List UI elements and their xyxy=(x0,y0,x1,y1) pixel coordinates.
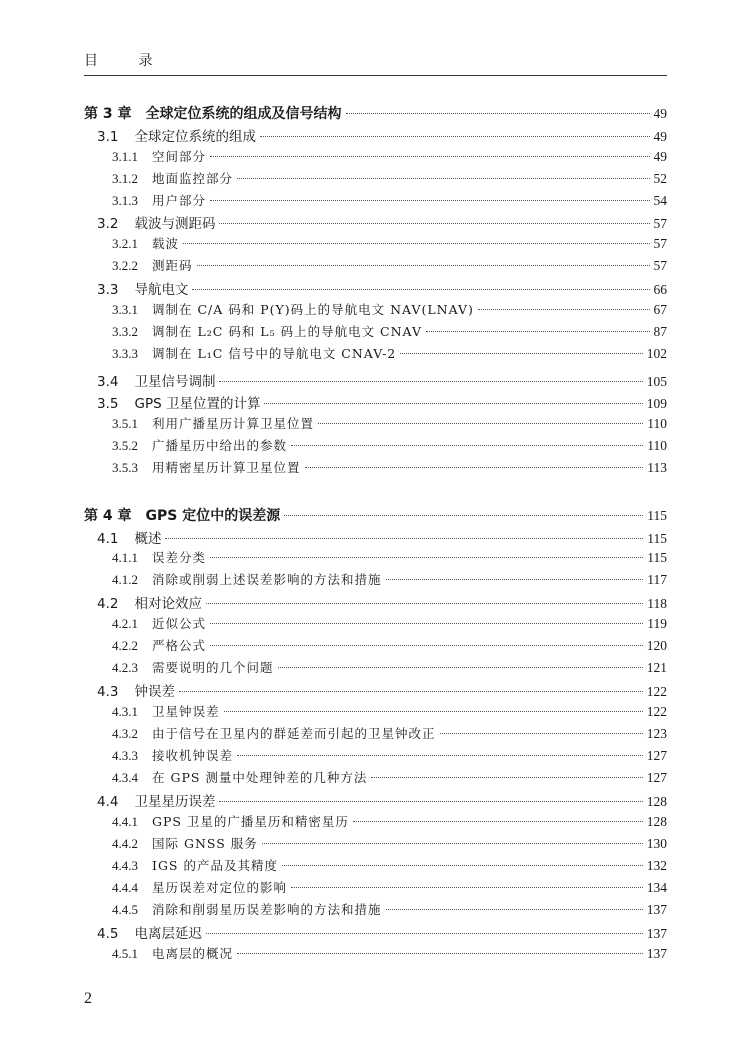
toc-subsection-entry[interactable] xyxy=(112,191,667,211)
entry-number: 4.3.1 xyxy=(112,704,138,719)
dot-leader xyxy=(291,445,643,446)
entry-number: 3.1.1 xyxy=(112,149,138,164)
entry-title: 导航电文 xyxy=(134,282,189,298)
dot-leader xyxy=(210,200,649,201)
dot-leader xyxy=(210,645,643,646)
entry-page-number: 57 xyxy=(653,258,667,273)
entry-page-number: 49 xyxy=(653,129,667,144)
dot-leader xyxy=(282,865,643,866)
entry-number: 3.4 xyxy=(97,374,119,390)
toc-subsection-entry[interactable] xyxy=(112,702,667,722)
toc-section-entry[interactable] xyxy=(97,278,667,298)
entry-number: 第 4 章 xyxy=(84,508,132,524)
entry-page-number: 118 xyxy=(647,596,667,611)
entry-number: 4.4.2 xyxy=(112,836,138,851)
dot-leader xyxy=(291,887,643,888)
entry-page-number: 128 xyxy=(646,814,667,829)
entry-page-number: 110 xyxy=(647,438,667,453)
entry-page-number: 54 xyxy=(653,193,667,208)
dot-leader xyxy=(237,953,643,954)
dot-leader xyxy=(219,801,642,802)
entry-page-number: 115 xyxy=(647,550,667,565)
entry-number: 4.2.1 xyxy=(112,616,138,631)
toc-section-entry[interactable] xyxy=(97,592,667,612)
toc-subsection-entry[interactable] xyxy=(112,256,667,276)
entry-page-number: 105 xyxy=(646,374,667,389)
dot-leader xyxy=(440,733,643,734)
entry-page-number: 113 xyxy=(647,460,667,475)
entry-number: 4.2.2 xyxy=(112,638,138,653)
entry-title: 用精密星历计算卫星位置 xyxy=(152,460,301,475)
entry-page-number: 67 xyxy=(653,302,667,317)
toc-subsection-entry[interactable] xyxy=(112,812,667,832)
toc-subsection-entry[interactable] xyxy=(112,300,667,320)
entry-title: 消除或削弱上述误差影响的方法和措施 xyxy=(152,572,382,587)
entry-title: 国际 GNSS 服务 xyxy=(152,836,258,851)
entry-number: 4.5 xyxy=(97,926,119,942)
entry-title: 载波与测距码 xyxy=(134,216,216,232)
toc-section-entry[interactable] xyxy=(97,392,667,412)
dot-leader xyxy=(183,243,649,244)
entry-page-number: 109 xyxy=(646,396,667,411)
entry-page-number: 110 xyxy=(647,416,667,431)
entry-page-number: 117 xyxy=(647,572,667,587)
entry-title: 概述 xyxy=(134,531,162,547)
entry-page-number: 134 xyxy=(646,880,667,895)
dot-leader xyxy=(206,933,643,934)
toc-subsection-entry[interactable] xyxy=(112,414,667,434)
entry-title: 接收机钟误差 xyxy=(152,748,234,763)
entry-title: 电离层的概况 xyxy=(152,946,234,961)
entry-title: 载波 xyxy=(152,236,180,251)
entry-title: 空间部分 xyxy=(152,149,207,164)
entry-title: 消除和削弱星历误差影响的方法和措施 xyxy=(152,902,382,917)
entry-number: 3.3 xyxy=(97,282,119,298)
dot-leader xyxy=(371,777,642,778)
entry-number: 4.4.5 xyxy=(112,902,138,917)
dot-leader xyxy=(237,178,649,179)
entry-number: 3.3.2 xyxy=(112,324,138,339)
entry-title: 调制在 L₂C 码和 L₅ 码上的导航电文 CNAV xyxy=(152,324,422,339)
toc-subsection-entry[interactable] xyxy=(112,724,667,744)
dot-leader xyxy=(264,403,642,404)
dot-leader xyxy=(165,538,643,539)
dot-leader xyxy=(426,331,650,332)
running-header: 目 录 xyxy=(84,53,171,69)
entry-number: 4.2.3 xyxy=(112,660,138,675)
toc-subsection-entry[interactable] xyxy=(112,768,667,788)
entry-number: 4.3.2 xyxy=(112,726,138,741)
toc-subsection-entry[interactable] xyxy=(112,856,667,876)
entry-title: 测距码 xyxy=(152,258,193,273)
dot-leader xyxy=(206,603,643,604)
dot-leader xyxy=(353,821,643,822)
toc-subsection-entry[interactable] xyxy=(112,746,667,766)
entry-title: 卫星钟误差 xyxy=(152,704,220,719)
toc-section-entry[interactable] xyxy=(97,527,667,547)
entry-page-number: 123 xyxy=(646,726,667,741)
entry-page-number: 49 xyxy=(653,149,667,164)
entry-page-number: 137 xyxy=(646,902,667,917)
entry-page-number: 115 xyxy=(647,508,667,523)
entry-title: 相对论效应 xyxy=(134,596,202,612)
entry-page-number: 128 xyxy=(646,794,667,809)
dot-leader xyxy=(284,515,643,516)
page-number: 2 xyxy=(84,990,92,1007)
toc-subsection-entry[interactable] xyxy=(112,944,667,964)
dot-leader xyxy=(318,423,643,424)
entry-number: 4.4 xyxy=(97,794,119,810)
entry-number: 4.3.4 xyxy=(112,770,138,785)
entry-title: 调制在 C/A 码和 P(Y)码上的导航电文 NAV(LNAV) xyxy=(152,302,474,317)
entry-page-number: 122 xyxy=(646,684,667,699)
toc-chapter-entry[interactable] xyxy=(84,505,667,525)
dot-leader xyxy=(219,381,642,382)
entry-title: 全球定位系统的组成 xyxy=(134,129,256,145)
entry-number: 4.2 xyxy=(97,596,119,612)
entry-title: IGS 的产品及其精度 xyxy=(152,858,278,873)
entry-page-number: 130 xyxy=(646,836,667,851)
entry-number: 4.1.1 xyxy=(112,550,138,565)
entry-title: 近似公式 xyxy=(152,616,207,631)
entry-number: 4.3.3 xyxy=(112,748,138,763)
dot-leader xyxy=(219,223,649,224)
toc-subsection-entry[interactable] xyxy=(112,169,667,189)
entry-page-number: 119 xyxy=(647,616,667,631)
entry-number: 4.4.1 xyxy=(112,814,138,829)
entry-title: 在 GPS 测量中处理钟差的几种方法 xyxy=(152,770,368,785)
toc-subsection-entry[interactable] xyxy=(112,458,667,478)
entry-number: 4.1.2 xyxy=(112,572,138,587)
entry-title: 利用广播星历计算卫星位置 xyxy=(152,416,315,431)
dot-leader xyxy=(237,755,643,756)
entry-page-number: 115 xyxy=(647,531,667,546)
toc-subsection-entry[interactable] xyxy=(112,878,667,898)
dot-leader xyxy=(179,691,643,692)
entry-number: 3.2.1 xyxy=(112,236,138,251)
toc-subsection-entry[interactable] xyxy=(112,636,667,656)
toc-subsection-entry[interactable] xyxy=(112,900,667,920)
entry-number: 4.1 xyxy=(97,531,119,547)
dot-leader xyxy=(210,623,643,624)
toc-section-entry[interactable] xyxy=(97,212,667,232)
entry-page-number: 122 xyxy=(646,704,667,719)
entry-page-number: 102 xyxy=(646,346,667,361)
dot-leader xyxy=(262,843,643,844)
entry-page-number: 52 xyxy=(653,171,667,186)
toc-subsection-entry[interactable] xyxy=(112,570,667,590)
toc-section-entry[interactable] xyxy=(97,680,667,700)
entry-number: 3.5.1 xyxy=(112,416,138,431)
entry-title: 由于信号在卫星内的群延差而引起的卫星钟改正 xyxy=(152,726,436,741)
entry-number: 3.1 xyxy=(97,129,119,145)
entry-page-number: 137 xyxy=(646,926,667,941)
entry-number: 3.3.3 xyxy=(112,346,138,361)
entry-page-number: 66 xyxy=(653,282,667,297)
entry-title: 卫星信号调制 xyxy=(134,374,216,390)
entry-number: 3.1.3 xyxy=(112,193,138,208)
toc-subsection-entry[interactable] xyxy=(112,322,667,342)
entry-title: 需要说明的几个问题 xyxy=(152,660,274,675)
entry-number: 4.3 xyxy=(97,684,119,700)
toc-subsection-entry[interactable] xyxy=(112,834,667,854)
dot-leader xyxy=(278,667,643,668)
entry-number: 第 3 章 xyxy=(84,106,132,122)
dot-leader xyxy=(478,309,650,310)
dot-leader xyxy=(386,909,643,910)
entry-page-number: 57 xyxy=(653,236,667,251)
entry-number: 4.5.1 xyxy=(112,946,138,961)
entry-title: 电离层延迟 xyxy=(134,926,202,942)
entry-page-number: 127 xyxy=(646,748,667,763)
toc-subsection-entry[interactable] xyxy=(112,436,667,456)
entry-title: 卫星星历误差 xyxy=(134,794,216,810)
toc-subsection-entry[interactable] xyxy=(112,614,667,634)
entry-page-number: 87 xyxy=(653,324,667,339)
toc-chapter-entry[interactable] xyxy=(84,103,667,123)
entry-title: 全球定位系统的组成及信号结构 xyxy=(145,106,342,122)
dot-leader xyxy=(197,265,650,266)
dot-leader xyxy=(400,353,642,354)
entry-title: 调制在 L₁C 信号中的导航电文 CNAV-2 xyxy=(152,346,397,361)
entry-page-number: 127 xyxy=(646,770,667,785)
toc-section-entry[interactable] xyxy=(97,790,667,810)
entry-title: GPS 卫星的广播星历和精密星历 xyxy=(152,814,349,829)
entry-title: 用户部分 xyxy=(152,193,207,208)
dot-leader xyxy=(210,557,643,558)
entry-number: 3.5.2 xyxy=(112,438,138,453)
entry-number: 4.4.3 xyxy=(112,858,138,873)
entry-page-number: 132 xyxy=(646,858,667,873)
entry-page-number: 57 xyxy=(653,216,667,231)
entry-title: GPS 定位中的误差源 xyxy=(145,508,281,524)
toc-subsection-entry[interactable] xyxy=(112,658,667,678)
toc-subsection-entry[interactable] xyxy=(112,234,667,254)
entry-page-number: 120 xyxy=(646,638,667,653)
dot-leader xyxy=(192,289,649,290)
entry-title: 广播星历中给出的参数 xyxy=(152,438,288,453)
dot-leader xyxy=(386,579,644,580)
entry-page-number: 49 xyxy=(653,106,667,121)
dot-leader xyxy=(210,156,649,157)
toc-section-entry[interactable] xyxy=(97,370,667,390)
dot-leader xyxy=(260,136,650,137)
dot-leader xyxy=(346,113,650,114)
toc-subsection-entry[interactable] xyxy=(112,344,667,364)
entry-title: 误差分类 xyxy=(152,550,207,565)
entry-number: 4.4.4 xyxy=(112,880,138,895)
dot-leader xyxy=(305,467,644,468)
toc-subsection-entry[interactable] xyxy=(112,147,667,167)
entry-number: 3.5.3 xyxy=(112,460,138,475)
toc-section-entry[interactable] xyxy=(97,922,667,942)
dot-leader xyxy=(224,711,643,712)
entry-number: 3.2 xyxy=(97,216,119,232)
entry-number: 3.3.1 xyxy=(112,302,138,317)
entry-number: 3.1.2 xyxy=(112,171,138,186)
entry-title: 星历误差对定位的影响 xyxy=(152,880,288,895)
entry-title: 严格公式 xyxy=(152,638,207,653)
entry-title: 地面监控部分 xyxy=(152,171,234,186)
entry-page-number: 121 xyxy=(646,660,667,675)
entry-number: 3.5 xyxy=(97,396,119,412)
entry-page-number: 137 xyxy=(646,946,667,961)
entry-number: 3.2.2 xyxy=(112,258,138,273)
entry-title: GPS 卫星位置的计算 xyxy=(134,396,261,412)
toc-subsection-entry[interactable] xyxy=(112,548,667,568)
entry-title: 钟误差 xyxy=(134,684,175,700)
toc-section-entry[interactable] xyxy=(97,125,667,145)
